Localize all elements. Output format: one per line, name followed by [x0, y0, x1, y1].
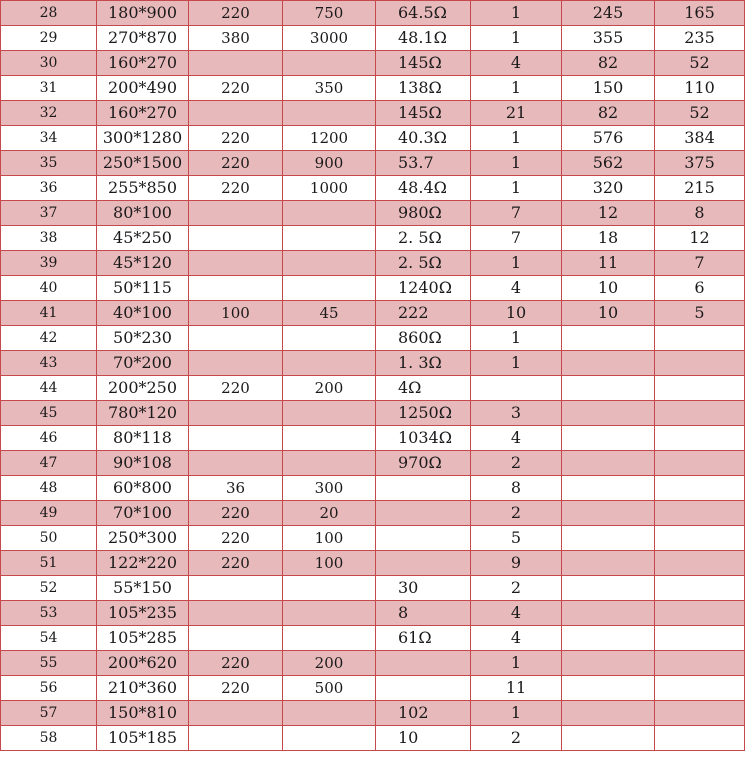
value-a-cell [562, 601, 655, 626]
power-cell [283, 601, 376, 626]
size-cell: 270*870 [97, 26, 189, 51]
value-b-cell: 165 [655, 1, 745, 26]
quantity-cell: 9 [471, 551, 562, 576]
voltage-cell: 220 [189, 526, 283, 551]
resistance-cell: 53.7 [376, 151, 471, 176]
resistance-cell: 980Ω [376, 201, 471, 226]
resistance-cell [376, 526, 471, 551]
value-b-cell [655, 676, 745, 701]
size-cell: 55*150 [97, 576, 189, 601]
size-cell: 70*100 [97, 501, 189, 526]
row-number-cell: 31 [1, 76, 97, 101]
quantity-cell: 8 [471, 476, 562, 501]
value-a-cell: 150 [562, 76, 655, 101]
row-number-cell: 43 [1, 351, 97, 376]
value-a-cell [562, 676, 655, 701]
resistance-cell: 4Ω [376, 376, 471, 401]
size-cell: 160*270 [97, 101, 189, 126]
power-cell [283, 401, 376, 426]
voltage-cell [189, 51, 283, 76]
value-a-cell [562, 726, 655, 751]
size-cell: 70*200 [97, 351, 189, 376]
table-row [1, 651, 745, 676]
voltage-cell: 220 [189, 651, 283, 676]
resistance-cell: 61Ω [376, 626, 471, 651]
table-row [1, 26, 745, 51]
power-cell: 1000 [283, 176, 376, 201]
table-row [1, 426, 745, 451]
power-cell: 1200 [283, 126, 376, 151]
table-row [1, 101, 745, 126]
resistance-cell: 10 [376, 726, 471, 751]
row-number-cell: 53 [1, 601, 97, 626]
row-number-cell: 44 [1, 376, 97, 401]
value-a-cell: 355 [562, 26, 655, 51]
row-number-cell: 56 [1, 676, 97, 701]
power-cell [283, 701, 376, 726]
table-body [1, 0, 745, 751]
quantity-cell: 1 [471, 151, 562, 176]
voltage-cell: 220 [189, 126, 283, 151]
row-number-cell: 36 [1, 176, 97, 201]
quantity-cell: 2 [471, 576, 562, 601]
row-number-cell: 55 [1, 651, 97, 676]
voltage-cell [189, 401, 283, 426]
power-cell [283, 251, 376, 276]
value-a-cell [562, 401, 655, 426]
table-row [1, 151, 745, 176]
value-a-cell [562, 376, 655, 401]
quantity-cell: 4 [471, 626, 562, 651]
resistance-cell: 1. 3Ω [376, 351, 471, 376]
resistance-cell: 138Ω [376, 76, 471, 101]
value-b-cell: 52 [655, 101, 745, 126]
size-cell: 45*120 [97, 251, 189, 276]
voltage-cell: 220 [189, 151, 283, 176]
value-a-cell: 320 [562, 176, 655, 201]
resistance-cell: 48.1Ω [376, 26, 471, 51]
power-cell: 3000 [283, 26, 376, 51]
power-cell [283, 326, 376, 351]
quantity-cell: 2 [471, 451, 562, 476]
row-number-cell: 51 [1, 551, 97, 576]
value-a-cell [562, 651, 655, 676]
quantity-cell: 1 [471, 126, 562, 151]
value-a-cell: 562 [562, 151, 655, 176]
power-cell: 45 [283, 301, 376, 326]
table-row [1, 601, 745, 626]
row-number-cell: 38 [1, 226, 97, 251]
value-b-cell: 5 [655, 301, 745, 326]
size-cell: 200*250 [97, 376, 189, 401]
value-a-cell: 18 [562, 226, 655, 251]
value-a-cell [562, 526, 655, 551]
row-number-cell: 48 [1, 476, 97, 501]
quantity-cell: 7 [471, 201, 562, 226]
value-a-cell: 12 [562, 201, 655, 226]
size-cell: 45*250 [97, 226, 189, 251]
quantity-cell: 2 [471, 501, 562, 526]
resistance-cell [376, 501, 471, 526]
size-cell: 40*100 [97, 301, 189, 326]
quantity-cell: 4 [471, 426, 562, 451]
value-b-cell [655, 626, 745, 651]
table-row [1, 226, 745, 251]
voltage-cell [189, 226, 283, 251]
row-number-cell: 50 [1, 526, 97, 551]
value-a-cell [562, 426, 655, 451]
row-number-cell: 54 [1, 626, 97, 651]
quantity-cell: 4 [471, 601, 562, 626]
value-a-cell [562, 701, 655, 726]
power-cell: 100 [283, 526, 376, 551]
table-row [1, 201, 745, 226]
row-number-cell: 34 [1, 126, 97, 151]
row-number-cell: 41 [1, 301, 97, 326]
table-row [1, 1, 745, 26]
resistance-cell: 2. 5Ω [376, 226, 471, 251]
value-a-cell [562, 326, 655, 351]
size-cell: 80*118 [97, 426, 189, 451]
row-number-cell: 28 [1, 1, 97, 26]
table-row [1, 626, 745, 651]
row-number-cell: 45 [1, 401, 97, 426]
table-row [1, 476, 745, 501]
value-b-cell: 375 [655, 151, 745, 176]
quantity-cell: 1 [471, 701, 562, 726]
table-row [1, 276, 745, 301]
table-row [1, 76, 745, 101]
table-row [1, 351, 745, 376]
size-cell: 160*270 [97, 51, 189, 76]
row-number-cell: 32 [1, 101, 97, 126]
size-cell: 50*230 [97, 326, 189, 351]
quantity-cell: 11 [471, 676, 562, 701]
row-number-cell: 52 [1, 576, 97, 601]
value-a-cell: 10 [562, 276, 655, 301]
row-number-cell: 30 [1, 51, 97, 76]
value-a-cell: 245 [562, 1, 655, 26]
table-row [1, 676, 745, 701]
resistance-cell: 30 [376, 576, 471, 601]
power-cell: 200 [283, 651, 376, 676]
resistance-cell: 222 [376, 301, 471, 326]
quantity-cell: 1 [471, 1, 562, 26]
resistance-cell: 1034Ω [376, 426, 471, 451]
power-cell [283, 626, 376, 651]
resistance-cell: 48.4Ω [376, 176, 471, 201]
size-cell: 255*850 [97, 176, 189, 201]
value-b-cell [655, 501, 745, 526]
value-b-cell [655, 426, 745, 451]
size-cell: 300*1280 [97, 126, 189, 151]
value-b-cell [655, 376, 745, 401]
quantity-cell: 5 [471, 526, 562, 551]
power-cell [283, 451, 376, 476]
voltage-cell [189, 201, 283, 226]
value-b-cell: 110 [655, 76, 745, 101]
value-a-cell: 11 [562, 251, 655, 276]
voltage-cell [189, 701, 283, 726]
resistance-cell: 970Ω [376, 451, 471, 476]
resistance-cell: 40.3Ω [376, 126, 471, 151]
size-cell: 200*490 [97, 76, 189, 101]
voltage-cell [189, 601, 283, 626]
quantity-cell: 1 [471, 76, 562, 101]
resistance-cell: 8 [376, 601, 471, 626]
table-row [1, 501, 745, 526]
power-cell [283, 276, 376, 301]
value-b-cell [655, 601, 745, 626]
voltage-cell: 220 [189, 176, 283, 201]
table-row [1, 526, 745, 551]
quantity-cell: 10 [471, 301, 562, 326]
resistance-cell: 102 [376, 701, 471, 726]
resistance-cell [376, 651, 471, 676]
voltage-cell: 220 [189, 501, 283, 526]
power-cell: 500 [283, 676, 376, 701]
table-row [1, 126, 745, 151]
row-number-cell: 29 [1, 26, 97, 51]
size-cell: 60*800 [97, 476, 189, 501]
table-row [1, 301, 745, 326]
table-row [1, 701, 745, 726]
value-a-cell: 82 [562, 51, 655, 76]
row-number-cell: 35 [1, 151, 97, 176]
power-cell: 200 [283, 376, 376, 401]
voltage-cell [189, 726, 283, 751]
size-cell: 90*108 [97, 451, 189, 476]
quantity-cell: 1 [471, 251, 562, 276]
power-cell [283, 576, 376, 601]
voltage-cell: 380 [189, 26, 283, 51]
resistance-cell: 1240Ω [376, 276, 471, 301]
value-b-cell [655, 651, 745, 676]
value-b-cell [655, 351, 745, 376]
value-b-cell [655, 476, 745, 501]
value-a-cell [562, 551, 655, 576]
quantity-cell: 3 [471, 401, 562, 426]
value-a-cell: 82 [562, 101, 655, 126]
voltage-cell: 36 [189, 476, 283, 501]
size-cell: 250*1500 [97, 151, 189, 176]
resistance-cell: 145Ω [376, 51, 471, 76]
size-cell: 200*620 [97, 651, 189, 676]
table-row [1, 176, 745, 201]
voltage-cell [189, 326, 283, 351]
power-cell: 20 [283, 501, 376, 526]
size-cell: 50*115 [97, 276, 189, 301]
quantity-cell: 1 [471, 176, 562, 201]
power-cell [283, 426, 376, 451]
table-row [1, 376, 745, 401]
value-b-cell [655, 326, 745, 351]
value-a-cell [562, 451, 655, 476]
value-b-cell [655, 401, 745, 426]
power-cell [283, 51, 376, 76]
quantity-cell: 2 [471, 726, 562, 751]
voltage-cell [189, 101, 283, 126]
resistance-cell: 145Ω [376, 101, 471, 126]
voltage-cell [189, 426, 283, 451]
quantity-cell: 1 [471, 26, 562, 51]
voltage-cell: 220 [189, 551, 283, 576]
voltage-cell: 220 [189, 376, 283, 401]
value-b-cell [655, 576, 745, 601]
quantity-cell: 4 [471, 51, 562, 76]
resistance-cell [376, 551, 471, 576]
value-b-cell: 7 [655, 251, 745, 276]
table-row [1, 551, 745, 576]
voltage-cell: 220 [189, 1, 283, 26]
quantity-cell: 7 [471, 226, 562, 251]
value-a-cell [562, 626, 655, 651]
quantity-cell: 21 [471, 101, 562, 126]
resistance-cell: 2. 5Ω [376, 251, 471, 276]
voltage-cell [189, 451, 283, 476]
value-b-cell [655, 451, 745, 476]
power-cell: 300 [283, 476, 376, 501]
power-cell [283, 226, 376, 251]
voltage-cell: 220 [189, 676, 283, 701]
value-a-cell: 10 [562, 301, 655, 326]
value-b-cell [655, 526, 745, 551]
value-b-cell: 215 [655, 176, 745, 201]
size-cell: 150*810 [97, 701, 189, 726]
value-b-cell: 52 [655, 51, 745, 76]
table-row [1, 726, 745, 751]
quantity-cell: 1 [471, 651, 562, 676]
value-b-cell [655, 701, 745, 726]
quantity-cell: 4 [471, 276, 562, 301]
resistance-cell [376, 476, 471, 501]
voltage-cell [189, 251, 283, 276]
size-cell: 180*900 [97, 1, 189, 26]
row-number-cell: 37 [1, 201, 97, 226]
row-number-cell: 57 [1, 701, 97, 726]
table-row [1, 451, 745, 476]
voltage-cell [189, 576, 283, 601]
resistance-cell: 64.5Ω [376, 1, 471, 26]
table-row [1, 576, 745, 601]
power-cell [283, 351, 376, 376]
size-cell: 210*360 [97, 676, 189, 701]
value-a-cell [562, 501, 655, 526]
row-number-cell: 47 [1, 451, 97, 476]
row-number-cell: 58 [1, 726, 97, 751]
power-cell: 750 [283, 1, 376, 26]
quantity-cell [471, 376, 562, 401]
power-cell [283, 201, 376, 226]
table-row [1, 251, 745, 276]
row-number-cell: 40 [1, 276, 97, 301]
value-b-cell: 235 [655, 26, 745, 51]
table-row [1, 326, 745, 351]
voltage-cell [189, 351, 283, 376]
size-cell: 250*300 [97, 526, 189, 551]
value-a-cell: 576 [562, 126, 655, 151]
voltage-cell [189, 626, 283, 651]
quantity-cell: 1 [471, 326, 562, 351]
size-cell: 105*285 [97, 626, 189, 651]
table-row [1, 51, 745, 76]
voltage-cell [189, 276, 283, 301]
size-cell: 105*185 [97, 726, 189, 751]
power-cell: 900 [283, 151, 376, 176]
power-cell [283, 101, 376, 126]
value-b-cell [655, 551, 745, 576]
quantity-cell: 1 [471, 351, 562, 376]
row-number-cell: 42 [1, 326, 97, 351]
size-cell: 105*235 [97, 601, 189, 626]
value-a-cell [562, 351, 655, 376]
resistance-cell: 860Ω [376, 326, 471, 351]
value-b-cell [655, 726, 745, 751]
size-cell: 122*220 [97, 551, 189, 576]
size-cell: 780*120 [97, 401, 189, 426]
power-cell [283, 726, 376, 751]
value-a-cell [562, 476, 655, 501]
value-b-cell: 384 [655, 126, 745, 151]
row-number-cell: 49 [1, 501, 97, 526]
resistance-cell: 1250Ω [376, 401, 471, 426]
value-b-cell: 6 [655, 276, 745, 301]
value-a-cell [562, 576, 655, 601]
value-b-cell: 12 [655, 226, 745, 251]
power-cell: 100 [283, 551, 376, 576]
voltage-cell: 220 [189, 76, 283, 101]
resistance-cell [376, 676, 471, 701]
row-number-cell: 39 [1, 251, 97, 276]
row-number-cell: 46 [1, 426, 97, 451]
value-b-cell: 8 [655, 201, 745, 226]
power-cell: 350 [283, 76, 376, 101]
size-cell: 80*100 [97, 201, 189, 226]
voltage-cell: 100 [189, 301, 283, 326]
table-row [1, 401, 745, 426]
